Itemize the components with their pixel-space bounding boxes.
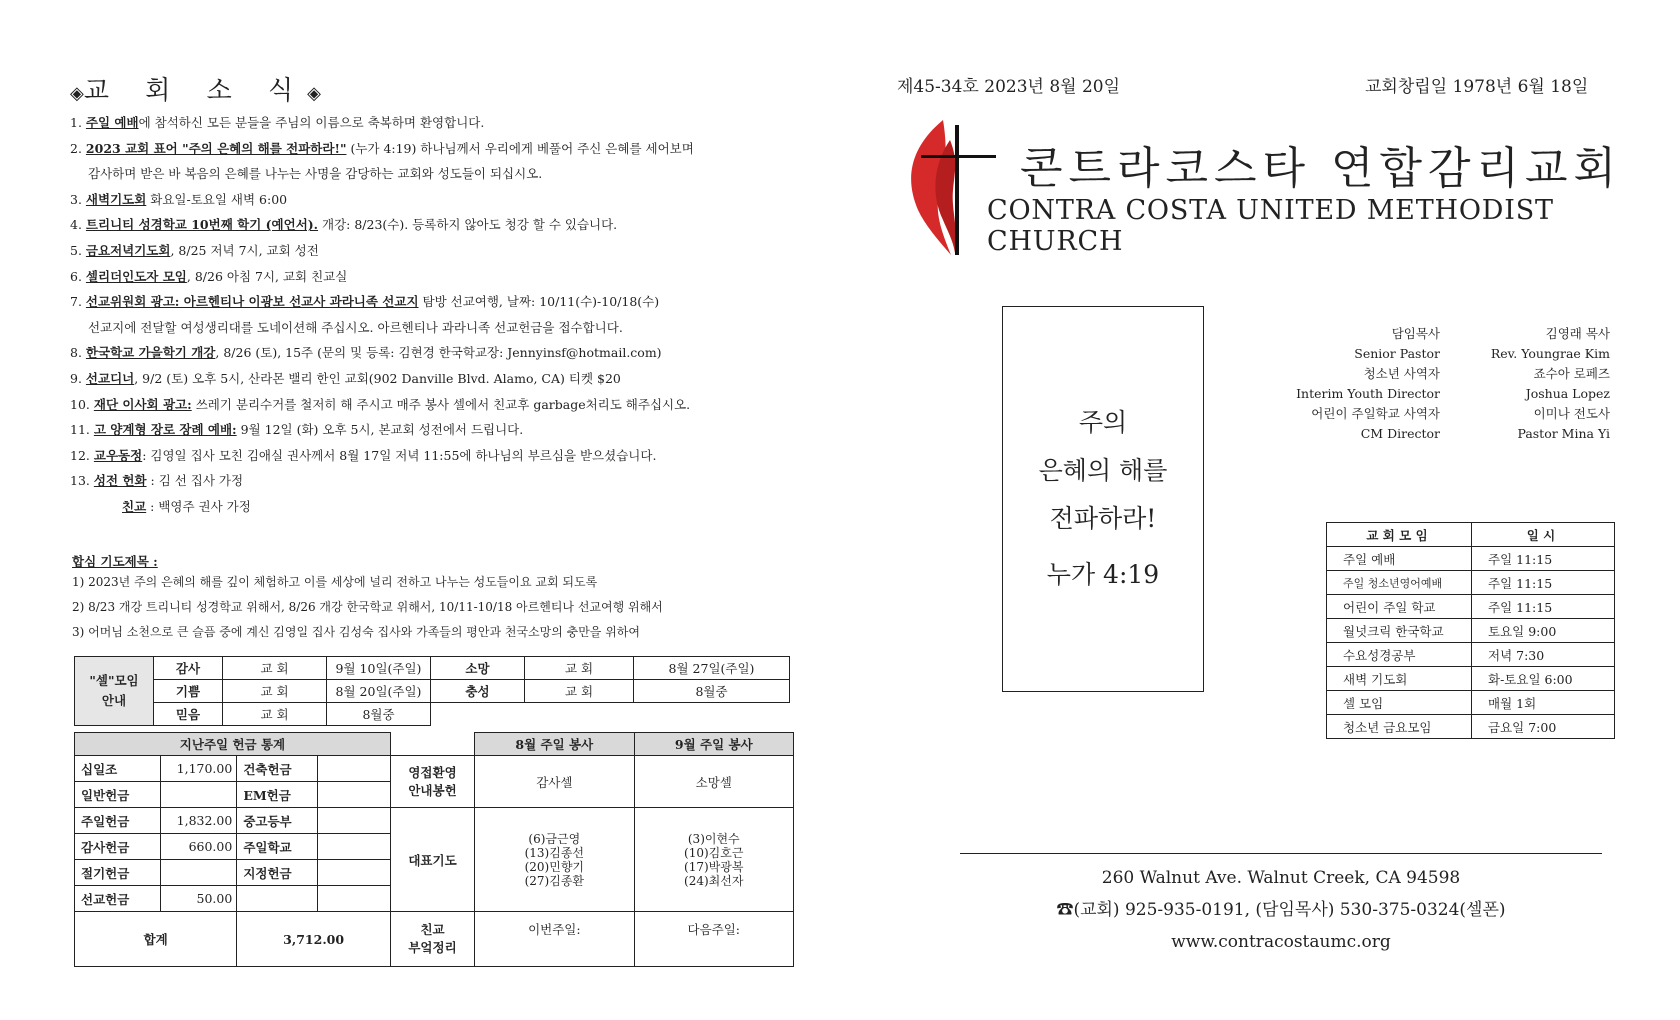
table-cell bbox=[237, 886, 317, 912]
table-cell: 청소년 금요모임 bbox=[1327, 715, 1472, 739]
item-number: 12. bbox=[70, 447, 90, 463]
news-item bbox=[70, 238, 800, 264]
item-title: 재단 이사회 광고: bbox=[93, 396, 192, 412]
item-title: 2023 교회 표어 "주의 은혜의 해를 전파하라!" bbox=[85, 140, 347, 156]
table-cell: 감사 bbox=[154, 657, 223, 680]
address: 260 Walnut Ave. Walnut Creek, CA 94598 bbox=[1101, 868, 1461, 888]
table-cell: 지정헌금 bbox=[237, 860, 317, 886]
news-item bbox=[70, 136, 800, 162]
theme-line: 주의 bbox=[1078, 408, 1128, 437]
staff-name: 죠수아 로페즈 bbox=[1533, 366, 1610, 381]
table-cell bbox=[317, 860, 390, 886]
this-week: 이번주일: bbox=[475, 912, 634, 967]
staff-role: 청소년 사역자 bbox=[1363, 366, 1440, 381]
item-number: 13. bbox=[70, 473, 90, 489]
staff-name: Rev. Youngrae Kim bbox=[1490, 346, 1610, 361]
news-item-continued: 감사하며 받은 바 복음의 은혜를 나누는 사명을 감당하는 교회와 성도들이 되십시오. bbox=[88, 166, 543, 182]
item-title: 새벽기도회 bbox=[85, 191, 147, 207]
next-week: 다음주일: bbox=[634, 912, 793, 967]
sep-welcome: 소망셀 bbox=[634, 756, 793, 808]
table-cell bbox=[317, 782, 390, 808]
news-item bbox=[70, 417, 800, 443]
item-number: 6. bbox=[70, 268, 82, 284]
theme-verse: 누가 4:19 bbox=[1046, 560, 1160, 589]
item-title: 한국학교 가을학기 개강 bbox=[85, 345, 216, 361]
sep-prayer: (3)이현수 (10)김호근 (17)박광복 (24)최선자 bbox=[634, 808, 793, 912]
news-item bbox=[70, 366, 800, 392]
founded-date: 교회창립일 1978년 6월 18일 bbox=[1365, 77, 1589, 97]
staff-role: 어린이 주일학교 사역자 bbox=[1311, 406, 1440, 421]
item-number: 2. bbox=[70, 140, 82, 156]
total-label: 합계 bbox=[75, 912, 237, 967]
offering-header: 지난주일 헌금 통계 bbox=[75, 733, 391, 756]
item-text: (누가 4:19) 하나님께서 우리에게 베풀어 주신 은혜를 세어보며 bbox=[346, 140, 694, 156]
item-title: 고 양계형 장로 장례 예배: bbox=[93, 422, 237, 438]
news-item bbox=[70, 392, 800, 418]
staff-list bbox=[1250, 324, 1610, 444]
item-text: , 9/2 (토) 오후 5시, 산라몬 밸리 한인 교회(902 Danville Blvd. Alamo, CA) 티켓 $20 bbox=[134, 370, 621, 386]
church-name-english: CONTRA COSTA UNITED METHODIST CHURCH bbox=[987, 195, 1554, 257]
item-number: 5. bbox=[70, 242, 82, 258]
table-cell: 660.00 bbox=[161, 834, 237, 860]
table-cell: EM헌금 bbox=[237, 782, 317, 808]
news-item bbox=[70, 212, 800, 238]
news-item bbox=[70, 340, 800, 366]
table-cell: 중고등부 bbox=[237, 808, 317, 834]
offering-table bbox=[74, 732, 794, 967]
item-text: 개강: 8/23(수). 등록하지 않아도 청강 할 수 있습니다. bbox=[318, 217, 618, 233]
item-text: , 8/25 저녁 7시, 교회 성전 bbox=[170, 242, 319, 258]
table-cell: 9월 10일(주일) bbox=[327, 657, 431, 680]
table-cell: 화-토요일 6:00 bbox=[1472, 667, 1615, 691]
website-link[interactable]: www.contracostaumc.org bbox=[1171, 932, 1391, 952]
table-cell: 교 회 bbox=[223, 703, 327, 726]
item-number: 11. bbox=[70, 422, 90, 438]
table-cell: 50.00 bbox=[161, 886, 237, 912]
table-cell bbox=[317, 886, 390, 912]
table-cell: 8월 20일(주일) bbox=[327, 680, 431, 703]
item-text: 에 참석하신 모든 분들을 주님의 이름으로 축복하며 환영합니다. bbox=[138, 115, 485, 130]
item-text: , 8/26 아침 7시, 교회 친교실 bbox=[186, 268, 348, 284]
news-title bbox=[70, 70, 321, 107]
table-cell: 주일 11:15 bbox=[1472, 547, 1615, 571]
issue-date: 제45-34호 2023년 8월 20일 bbox=[897, 77, 1121, 97]
table-cell bbox=[317, 756, 390, 782]
item-number: 9. bbox=[70, 370, 82, 386]
table-cell: 건축헌금 bbox=[237, 756, 317, 782]
table-cell: 교 회 bbox=[223, 657, 327, 680]
news-list bbox=[70, 110, 800, 520]
aug-welcome: 감사셀 bbox=[475, 756, 634, 808]
table-cell: 8월중 bbox=[634, 680, 790, 703]
news-item bbox=[70, 443, 800, 469]
prayer-item: 1) 2023년 주의 은혜의 해를 깊이 체험하고 이를 세상에 널리 전하고 나누는 성도들이요 교회 되도록 bbox=[72, 575, 598, 589]
item-text: : 백영주 권사 가정 bbox=[146, 498, 251, 514]
table-cell: 주일 청소년영어예배 bbox=[1327, 571, 1472, 595]
cell-label: "셀"모임 안내 bbox=[75, 657, 154, 726]
item-title: 셀리더인도자 모임 bbox=[85, 268, 187, 284]
table-cell: 소망 bbox=[431, 657, 525, 680]
table-cell: 저녁 7:30 bbox=[1472, 643, 1615, 667]
news-item bbox=[70, 110, 800, 136]
schedule-table bbox=[1326, 522, 1615, 739]
table-cell bbox=[161, 782, 237, 808]
cell-meeting-table bbox=[74, 656, 790, 726]
item-text: 9월 12일 (화) 오후 5시, 본교회 성전에서 드립니다. bbox=[236, 422, 524, 438]
table-cell: 토요일 9:00 bbox=[1472, 619, 1615, 643]
table-cell: 절기헌금 bbox=[75, 860, 161, 886]
item-text: : 김 선 집사 가정 bbox=[146, 473, 244, 489]
table-cell: 십일조 bbox=[75, 756, 161, 782]
table-cell: 1,832.00 bbox=[161, 808, 237, 834]
staff-name: Joshua Lopez bbox=[1525, 386, 1610, 401]
table-cell: 주일헌금 bbox=[75, 808, 161, 834]
table-cell: 믿음 bbox=[154, 703, 223, 726]
staff-role: 담임목사 bbox=[1391, 326, 1440, 341]
schedule-header: 일 시 bbox=[1472, 523, 1615, 547]
ornament-icon: ◈ bbox=[307, 83, 321, 104]
empty-cell bbox=[390, 733, 474, 756]
prayer-label: 대표기도 bbox=[390, 808, 474, 912]
table-cell: 주일 11:15 bbox=[1472, 595, 1615, 619]
table-cell: 1,170.00 bbox=[161, 756, 237, 782]
prayer-list bbox=[72, 570, 663, 645]
schedule-header: 교 회 모 임 bbox=[1327, 523, 1472, 547]
staff-name: Pastor Mina Yi bbox=[1517, 426, 1610, 441]
empty-cell bbox=[431, 703, 790, 726]
item-number: 1. bbox=[70, 115, 82, 130]
table-cell: 매월 1회 bbox=[1472, 691, 1615, 715]
table-cell: 주일학교 bbox=[237, 834, 317, 860]
theme-line: 은혜의 해를 bbox=[1038, 456, 1168, 485]
prayer-item: 2) 8/23 개강 트리니티 성경학교 위해서, 8/26 개강 한국학교 위해서, 10/11-10/18 아르헨티나 선교여행 위해서 bbox=[72, 600, 663, 614]
table-cell: 주일 11:15 bbox=[1472, 571, 1615, 595]
table-cell: 주일 예배 bbox=[1327, 547, 1472, 571]
church-name-korean: 콘트라코스타 연합감리교회 bbox=[1020, 143, 1623, 194]
item-text: : 김영일 집사 모친 김애실 권사께서 8월 17일 저녁 11:55에 하나님의 부르심을 받으셨습니다. bbox=[142, 447, 657, 463]
prayer-heading: 합심 기도제목 : bbox=[72, 554, 158, 569]
item-title: 성전 헌화 bbox=[93, 473, 147, 489]
table-cell bbox=[161, 860, 237, 886]
staff-role: CM Director bbox=[1360, 426, 1440, 441]
contact-info bbox=[960, 862, 1602, 958]
staff-name: 이미나 전도사 bbox=[1533, 406, 1610, 421]
item-title: 선교디너 bbox=[85, 370, 135, 386]
theme-box bbox=[1002, 306, 1204, 692]
item-title: 선교위원회 광고: 아르헨티나 이광보 선교사 과라니족 선교지 bbox=[85, 294, 419, 310]
cross-flame-logo-icon bbox=[903, 115, 998, 260]
item-title: 교우동정 bbox=[93, 447, 143, 463]
table-cell: 교 회 bbox=[525, 657, 634, 680]
item-title: 주일 예배 bbox=[85, 115, 139, 130]
item-text: 탐방 선교여행, 날짜: 10/11(수)-10/18(수) bbox=[418, 294, 660, 310]
table-cell: 충성 bbox=[431, 680, 525, 703]
news-item bbox=[70, 289, 800, 315]
item-text: 쓰레기 분리수거를 철저히 해 주시고 매주 봉사 셀에서 친교후 garbage처리도 해주십시오. bbox=[191, 396, 691, 412]
phone: ☎(교회) 925-935-0191, (담임목사) 530-375-0324(셀폰) bbox=[1056, 900, 1506, 920]
item-text: 화요일-토요일 새벽 6:00 bbox=[146, 191, 288, 207]
fellowship-label: 친교 부엌정리 bbox=[390, 912, 474, 967]
aug-service-header: 8월 주일 봉사 bbox=[475, 733, 634, 756]
item-number: 8. bbox=[70, 345, 82, 361]
table-cell: 어린이 주일 학교 bbox=[1327, 595, 1472, 619]
table-cell: 일반헌금 bbox=[75, 782, 161, 808]
divider bbox=[960, 853, 1602, 854]
ornament-icon: ◈ bbox=[70, 83, 84, 104]
table-cell: 수요성경공부 bbox=[1327, 643, 1472, 667]
table-cell: 교 회 bbox=[223, 680, 327, 703]
table-cell: 감사헌금 bbox=[75, 834, 161, 860]
table-cell: 교 회 bbox=[525, 680, 634, 703]
item-number: 3. bbox=[70, 191, 82, 207]
staff-role: Senior Pastor bbox=[1354, 346, 1440, 361]
table-cell: 기쁨 bbox=[154, 680, 223, 703]
welcome-label: 영접환영 안내봉헌 bbox=[390, 756, 474, 808]
table-cell: 월넛크릭 한국학교 bbox=[1327, 619, 1472, 643]
item-title: 트리니티 성경학교 10번째 학기 (예언서). bbox=[85, 217, 319, 233]
table-cell: 선교헌금 bbox=[75, 886, 161, 912]
theme-line: 전파하라! bbox=[1049, 504, 1157, 533]
prayer-item: 3) 어머님 소천으로 큰 슬픔 중에 계신 김영일 집사 김성숙 집사와 가족들의 평안과 천국소망의 충만을 위하여 bbox=[72, 625, 640, 639]
total-value: 3,712.00 bbox=[237, 912, 391, 967]
news-title-text: 교 회 소 식 bbox=[83, 76, 308, 106]
table-cell: 금요일 7:00 bbox=[1472, 715, 1615, 739]
item-title: 금요저녁기도회 bbox=[85, 242, 171, 258]
item-text: , 8/26 (토), 15주 (문의 및 등록: 김현경 한국학교장: Jennyinsf@hotmail.com) bbox=[215, 345, 662, 361]
news-item bbox=[70, 264, 800, 290]
table-cell: 셀 모임 bbox=[1327, 691, 1472, 715]
table-cell bbox=[317, 808, 390, 834]
table-cell bbox=[317, 834, 390, 860]
news-sub-item bbox=[70, 494, 800, 520]
table-cell: 8월중 bbox=[327, 703, 431, 726]
item-number: 7. bbox=[70, 294, 82, 310]
staff-name: 김영래 목사 bbox=[1545, 326, 1610, 341]
table-cell: 새벽 기도회 bbox=[1327, 667, 1472, 691]
news-item-continued: 선교지에 전달할 여성생리대를 도네이션해 주십시오. 아르헨티나 과라니족 선교헌금을 접수합니다. bbox=[88, 319, 623, 335]
item-title: 친교 bbox=[122, 498, 147, 514]
sep-service-header: 9월 주일 봉사 bbox=[634, 733, 793, 756]
news-item bbox=[70, 468, 800, 494]
news-item bbox=[70, 187, 800, 213]
item-number: 4. bbox=[70, 217, 82, 233]
item-number: 10. bbox=[70, 396, 90, 412]
table-cell: 8월 27일(주일) bbox=[634, 657, 790, 680]
aug-prayer: (6)금근영 (13)김종선 (20)민향기 (27)김종환 bbox=[475, 808, 634, 912]
staff-role: Interim Youth Director bbox=[1296, 386, 1440, 401]
